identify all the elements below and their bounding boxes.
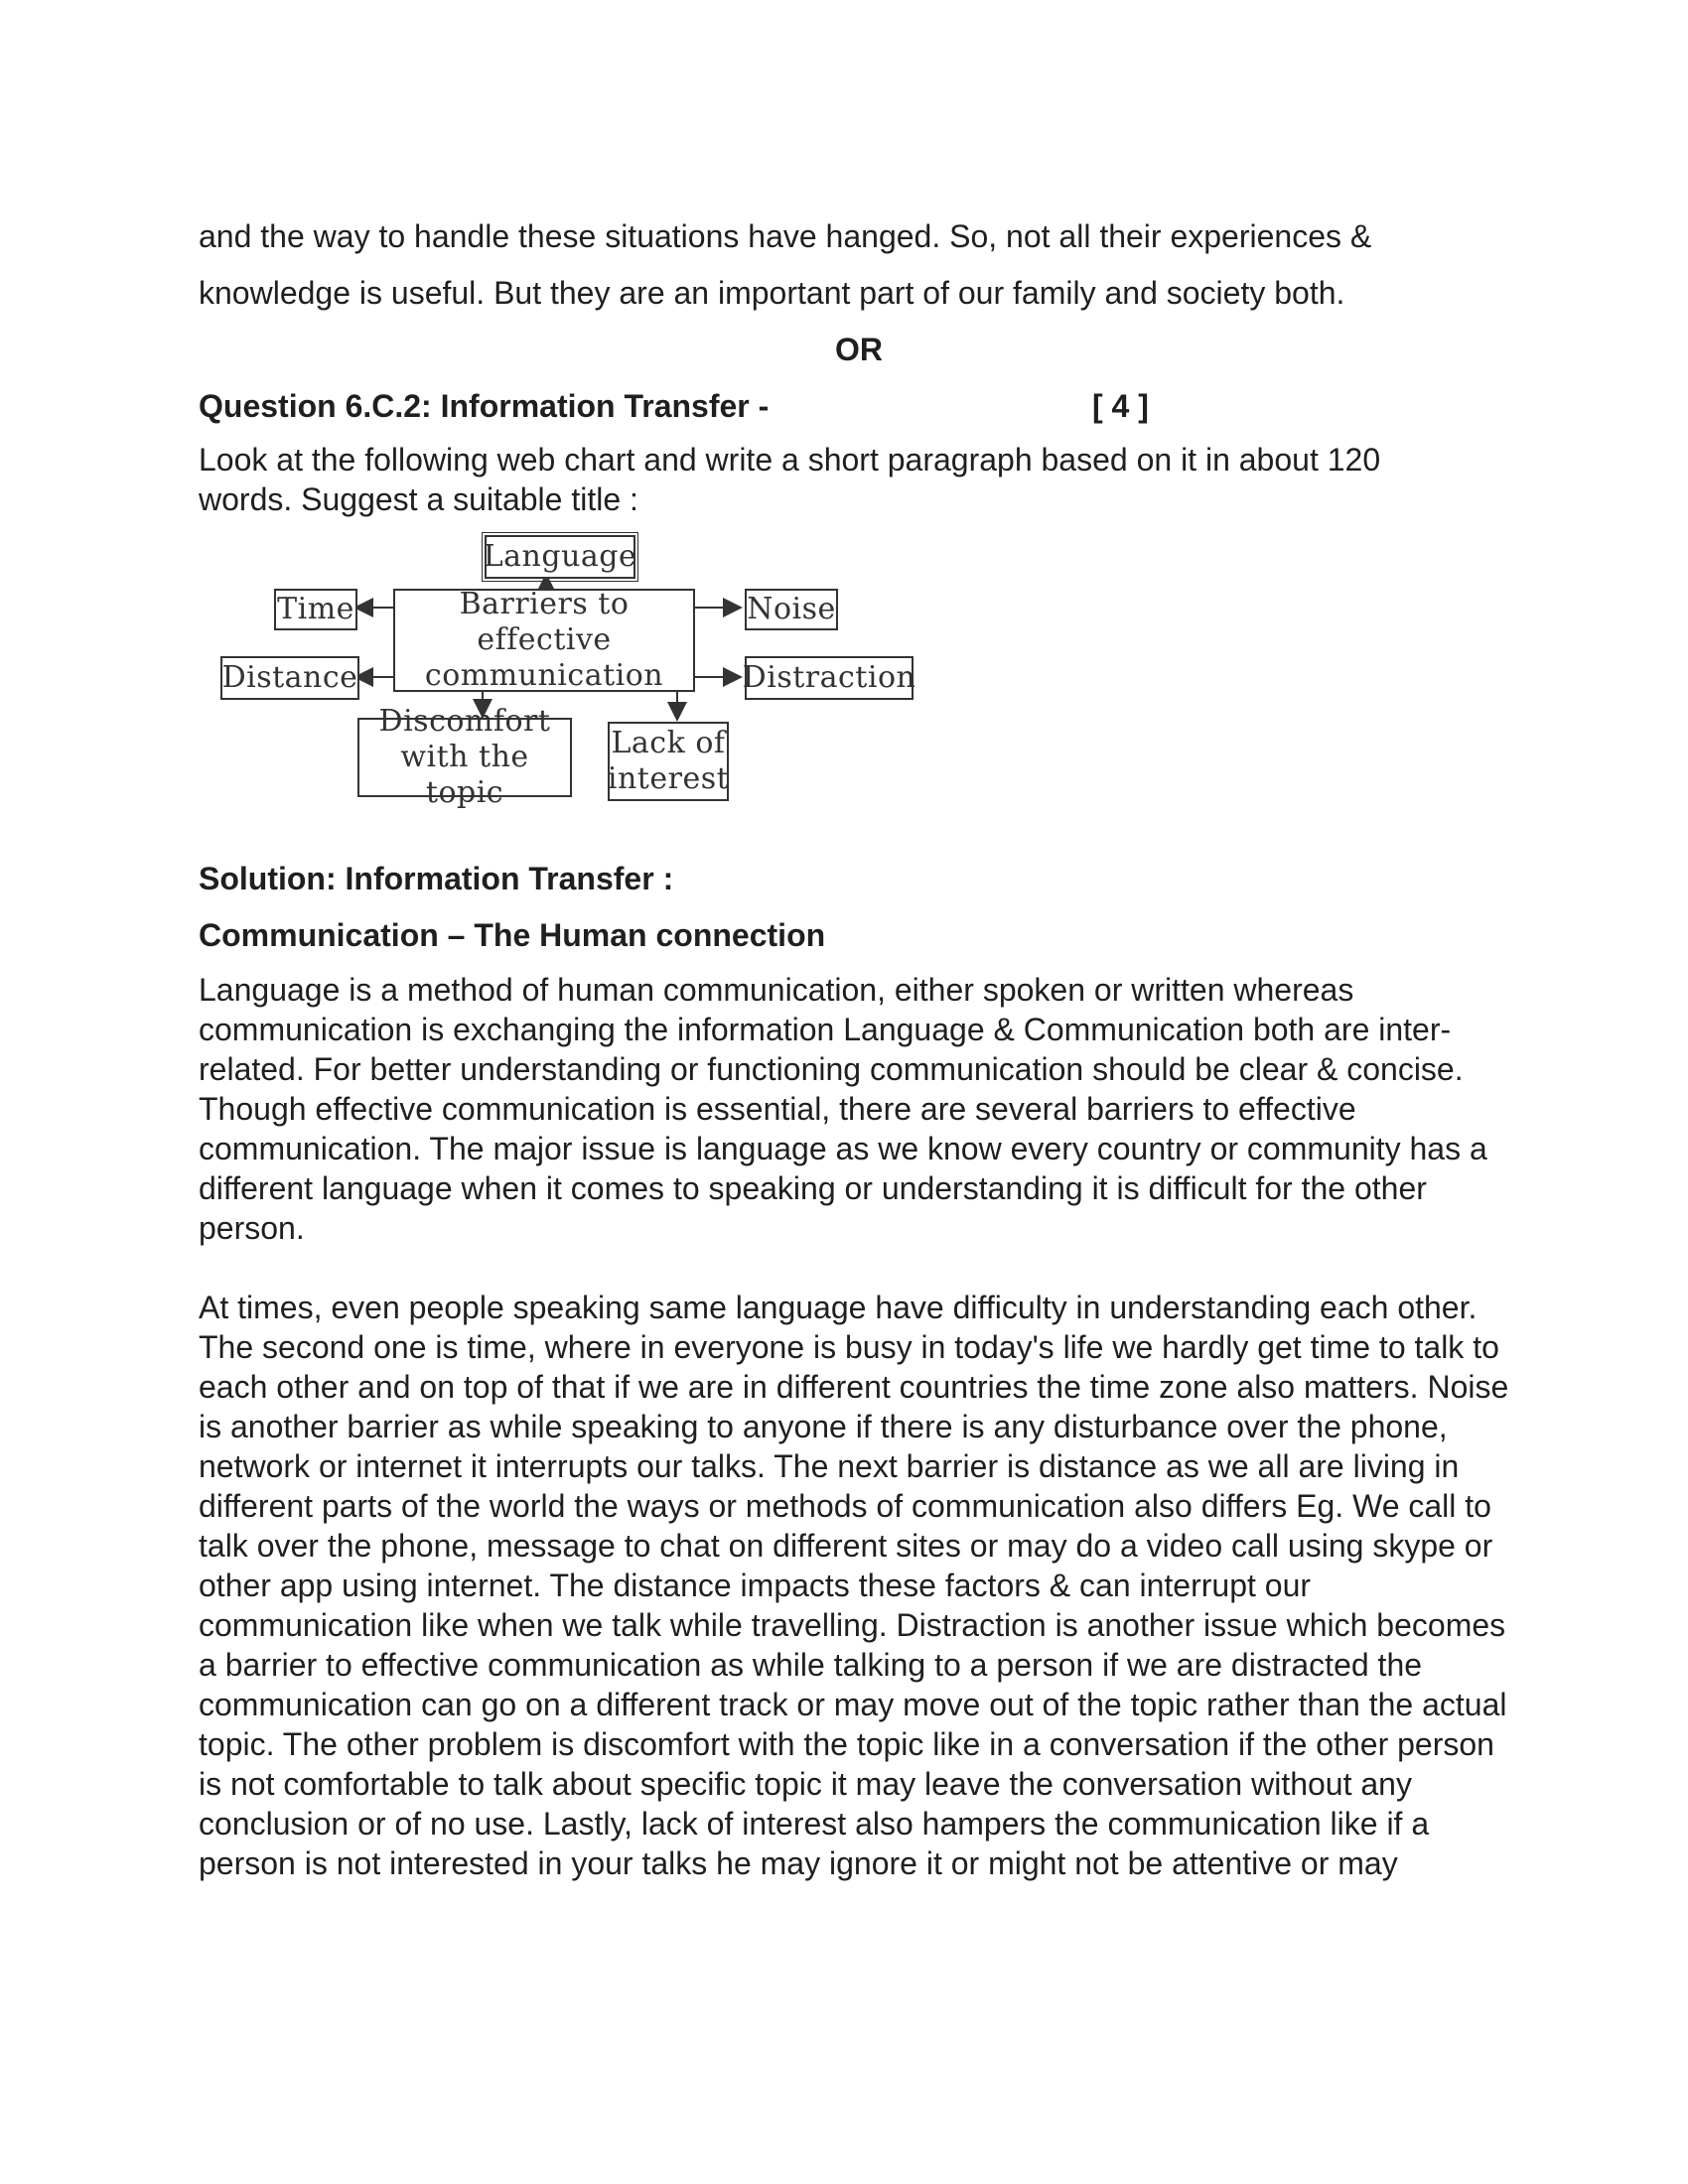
node-center: Barriers to effective communication (393, 589, 695, 692)
web-chart (218, 533, 933, 821)
node-language: Language (485, 535, 635, 579)
node-time: Time (274, 589, 357, 630)
intro-line-2: knowledge is useful. But they are an important part of our family and society both. (199, 275, 1345, 311)
solution-paragraph-1: Language is a method of human communication, either spoken or written whereas communication is exchanging the information Language & Communication both are inter-related. For better understanding or functioning communication should be clear & concise. Though effective communication is essential, there are several barriers to effective communication. The major issue is language as we know every country or community has a different language when it comes to speaking or understanding it is difficult for the other person. (199, 972, 1487, 1246)
or-separator: OR (835, 332, 883, 367)
question-instruction: Look at the following web chart and write a short paragraph based on it in about 120 words. Suggest a suitable title : (199, 442, 1381, 517)
solution-paragraph-2: At times, even people speaking same language have difficulty in understanding each other. The second one is time, where in everyone is busy in today's life we hardly get time to talk to each other and on top of that if we are in different countries the time zone also matters. Noise is another barrier as while speaking to anyone if there is any disturbance over the phone, network or internet it interrupts our talks. The next barrier is distance as we all are living in different parts of the world the ways or methods of communication also differs Eg. We call to talk over the phone, message to chat on different sites or may do a video call using skype or other app using internet. The distance impacts these factors & can interrupt our communication like when we talk while travelling. Distraction is another issue which becomes a barrier to effective communication as while talking to a person if we are distracted the communication can go on a different track or may move out of the topic rather than the actual topic. The other problem is discomfort with the topic like in a conversation if the other person is not comfortable to talk about specific topic it may leave the conversation without any conclusion or of no use. Lastly, lack of interest also hampers the communication like if a person is not interested in your talks he may ignore it or might not be attentive or may (199, 1290, 1509, 1881)
document-page (199, 208, 1519, 1883)
solution-heading: Solution: Information Transfer : (199, 861, 674, 896)
node-distance: Distance (220, 656, 359, 700)
question-title: Question 6.C.2: Information Transfer - (199, 388, 770, 424)
node-discomfort: Discomfort with the topic (357, 718, 572, 797)
intro-line-1: and the way to handle these situations have hanged. So, not all their experiences & (199, 218, 1372, 254)
solution-title: Communication – The Human connection (199, 917, 826, 953)
node-lack-of-interest: Lack of interest (608, 722, 729, 801)
question-marks: [ 4 ] (1092, 388, 1149, 424)
node-noise: Noise (745, 589, 838, 630)
node-distraction: Distraction (745, 656, 914, 700)
question-header (199, 378, 1519, 440)
